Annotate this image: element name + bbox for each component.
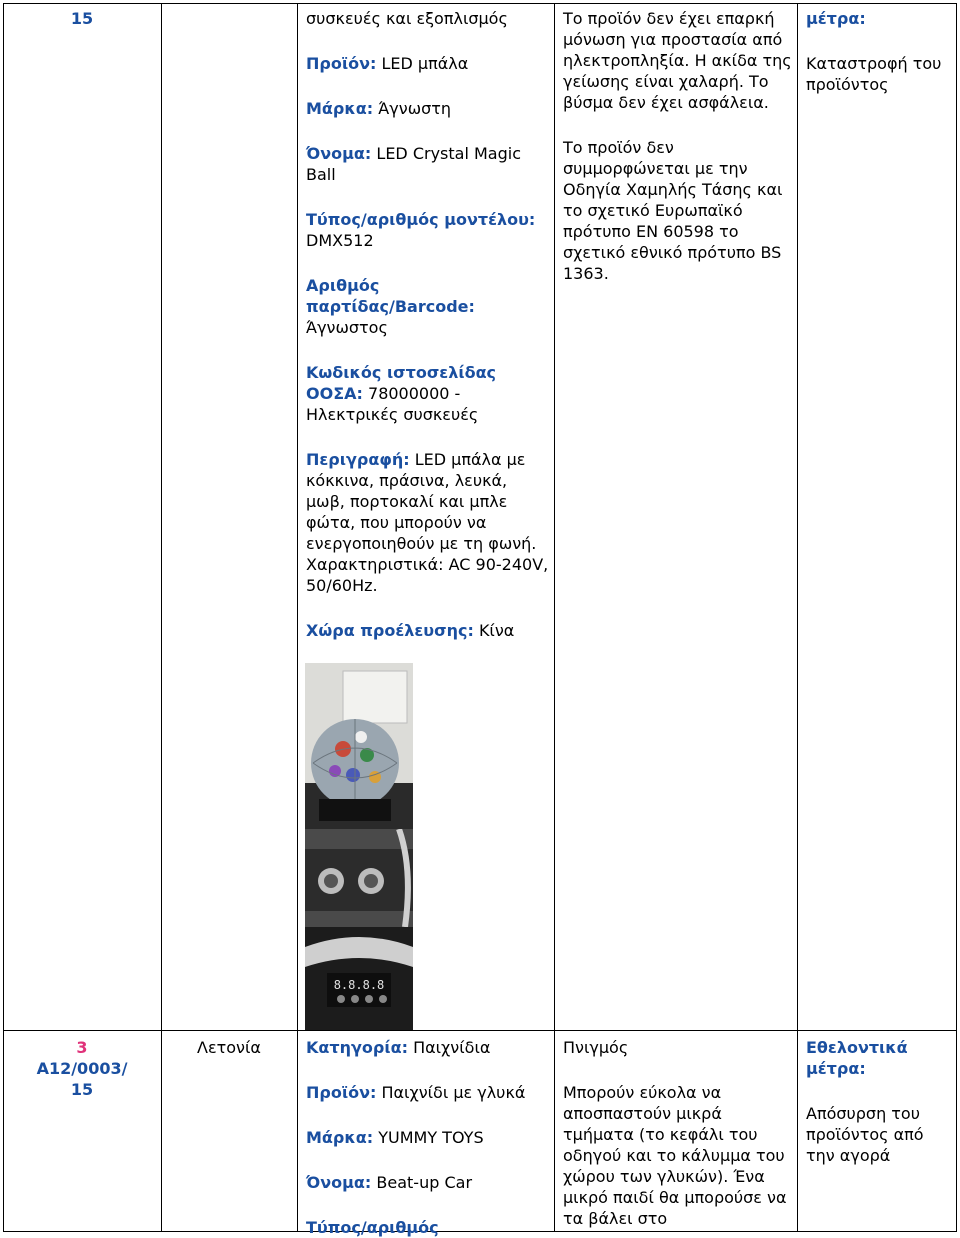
row-number: 15 xyxy=(70,9,94,28)
risk-description-3 xyxy=(563,1037,793,1229)
product-photo-ball xyxy=(305,663,413,829)
control-display-image xyxy=(305,927,413,1030)
product-label: Προϊόν: xyxy=(306,54,377,73)
risk-paragraph-1: Το προϊόν δεν έχει επαρκή μόνωση για προστασία από ηλεκτροπληξία. Η ακίδα της γείωσης είναι χαλαρή. Το βύσμα δεν έχει ασφάλεια. xyxy=(563,9,792,112)
oecd-label: Κωδικός ιστοσελίδας ΟΟΣΑ: xyxy=(306,363,497,403)
batch-field xyxy=(306,275,550,338)
measures-label: μέτρα: xyxy=(806,9,866,28)
product-photo-display xyxy=(305,927,413,1030)
reference-number: A12/0003/ 15 xyxy=(36,1059,128,1099)
description-label: Περιγραφή: xyxy=(306,450,410,469)
row-index: 3 xyxy=(76,1038,88,1057)
name-label: Όνομα: xyxy=(306,144,372,163)
description-field xyxy=(306,449,550,596)
notifying-country: Λετονία xyxy=(197,1038,261,1057)
product-photo-connector xyxy=(305,829,413,927)
product-value: LED μπάλα xyxy=(381,54,469,73)
row-id xyxy=(3,1037,161,1100)
product-field xyxy=(306,53,550,74)
batch-value: Άγνωστος xyxy=(306,318,388,337)
brand-label-3: Μάρκα: xyxy=(306,1128,374,1147)
category-text: συσκευές και εξοπλισμός xyxy=(306,9,508,28)
connector-panel-image xyxy=(305,829,413,927)
oecd-field xyxy=(306,362,550,425)
measures-value-3: Απόσυρση του προϊόντος από την αγορά xyxy=(806,1104,924,1165)
col-divider-2 xyxy=(297,3,298,1231)
col-divider-4 xyxy=(797,3,798,1231)
disco-ball-image xyxy=(305,663,413,829)
origin-label: Χώρα προέλευσης: xyxy=(306,621,474,640)
category-value: Παιχνίδια xyxy=(413,1038,491,1057)
led-display-digits: 8.8.8.8 xyxy=(333,978,385,992)
brand-value-3: YUMMY TOYS xyxy=(378,1128,484,1147)
product-label-3: Προϊόν: xyxy=(306,1083,377,1102)
oecd-value: 78000000 - Ηλεκτρικές συσκευές xyxy=(306,384,479,424)
model-label: Τύπος/αριθμός μοντέλου: xyxy=(306,210,536,229)
brand-field-3 xyxy=(306,1127,550,1148)
risk-type: Πνιγμός xyxy=(563,1038,629,1057)
product-details-3 xyxy=(306,1037,550,1238)
model-value: DMX512 xyxy=(306,231,374,250)
origin-value: Κίνα xyxy=(478,621,515,640)
measures-3 xyxy=(806,1037,952,1166)
batch-label: Αριθμός παρτίδας/Barcode: xyxy=(306,276,475,316)
risk-paragraph-2: Το προϊόν δεν συμμορφώνεται με την Οδηγία Χαμηλής Τάσης και το σχετικό Ευρωπαϊκό πρότυπο EN 60598 το σχετικό εθνικό πρότυπο BS 1363. xyxy=(563,138,783,283)
model-label-3: Τύπος/αριθμός xyxy=(306,1218,439,1237)
risk-text-3: Μπορούν εύκολα να αποσπαστούν μικρά τμήματα (το κεφάλι του οδηγού και το κάλυμμα του χώρου των γλυκών). Ένα μικρό παιδί θα μπορούσε να τα βάλει στο xyxy=(563,1083,787,1228)
product-details xyxy=(306,8,550,665)
description-value: LED μπάλα με κόκκινα, πράσινα, λευκά, μωβ, πορτοκαλί και μπλε φώτα, που μπορούν να ενεργοποιηθούν με τη φωνή. Χαρακτηριστικά: AC 90-240V, 50/60Hz. xyxy=(306,450,549,595)
measures xyxy=(806,8,952,95)
category-label: Κατηγορία: xyxy=(306,1038,408,1057)
brand-value: Άγνωστη xyxy=(378,99,452,118)
brand-field xyxy=(306,98,550,119)
measures-value: Καταστροφή του προϊόντος xyxy=(806,54,942,94)
name-value: LED Crystal Magic Ball xyxy=(306,144,522,184)
name-field xyxy=(306,143,550,185)
category-field xyxy=(306,1037,550,1058)
table-right-border xyxy=(956,3,957,1231)
product-field-3 xyxy=(306,1082,550,1103)
risk-description xyxy=(563,8,793,284)
row-top-border xyxy=(3,3,957,4)
measures-label-3: Εθελοντικά μέτρα: xyxy=(806,1038,908,1078)
row-bottom-border xyxy=(3,1030,957,1031)
name-field-3 xyxy=(306,1172,550,1193)
origin-field xyxy=(306,620,550,641)
name-value-3: Beat-up Car xyxy=(376,1173,473,1192)
col-divider-3 xyxy=(554,3,555,1231)
name-label-3: Όνομα: xyxy=(306,1173,372,1192)
product-value-3: Παιχνίδι με γλυκά xyxy=(381,1083,526,1102)
brand-label: Μάρκα: xyxy=(306,99,374,118)
model-field xyxy=(306,209,550,251)
